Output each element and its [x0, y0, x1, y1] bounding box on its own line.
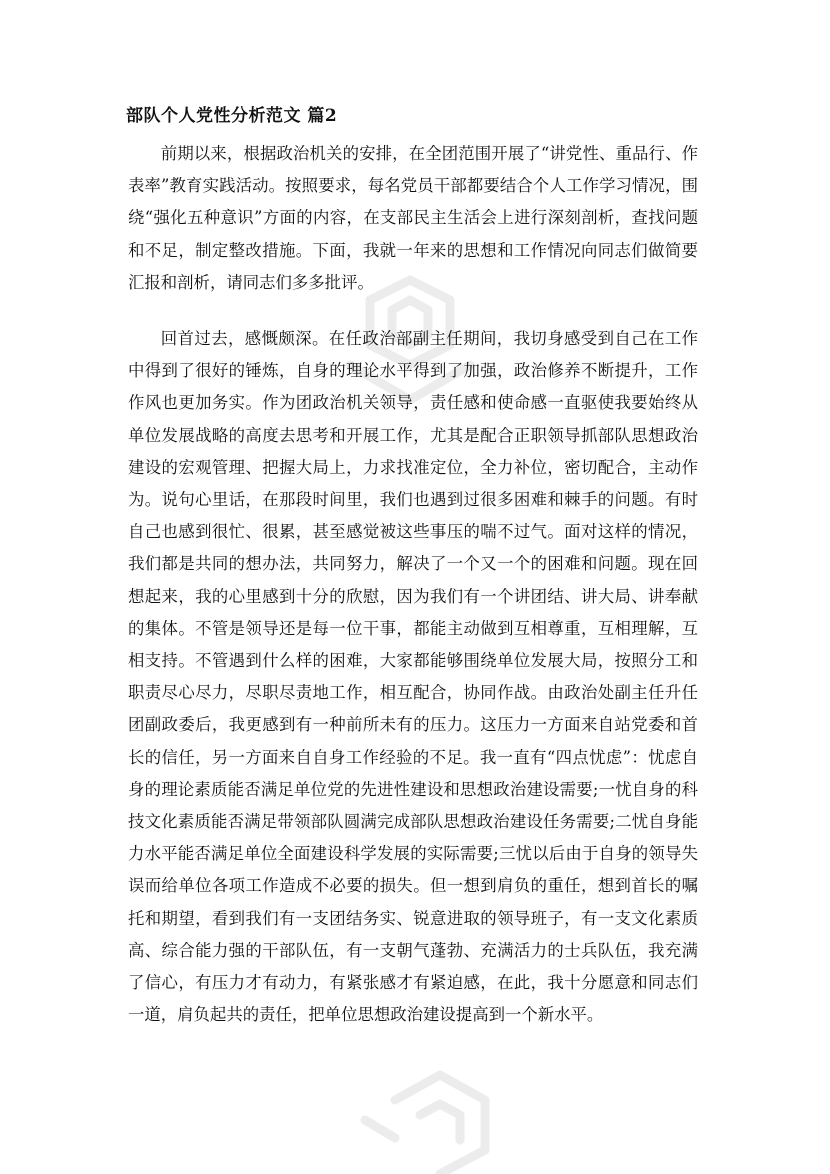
document-title: 部队个人党性分析范文 篇2: [126, 106, 338, 126]
watermark-logo-icon: [355, 1060, 525, 1174]
paragraph-intro: 前期以来，根据政治机关的安排，在全团范围开展了“讲党性、重品行、作表率”教育实践活动。按照要求，每名党员干部都要结合个人工作学习情况，围绕“强化五种意识”方面的内容，在支部民主生活会上进行深刻剖析，查找问题和不足，制定整改措施。下面，我就一年来的思想和工作情况向同志们做简要汇报和剖析，请同志们多多批评。: [128, 144, 698, 292]
paragraph-review: 回首过去，感慨颇深。在任政治部副主任期间，我切身感受到自己在工作中得到了很好的锤炼，自身的理论水平得到了加强，政治修养不断提升，工作作风也更加务实。作为团政治机关领导，责任感和使命感一直驱使我要始终从单位发展战略的高度去思考和开展工作，尤其是配合正职领导抓部队思想政治建设的宏观管理、把握大局上，力求找准定位，全力补位，密切配合，主动作为。说句心里话，在那段时间里，我们也遇到过很多困难和棘手的问题。有时自己也感到很忙、很累，甚至感觉被这些事压的喘不过气。面对这样的情况，我们都是共同的想办法，共同努力，解决了一个又一个的困难和问题。现在回想起来，我的心里感到十分的欣慰，因为我们有一个讲团结、讲大局、讲奉献的集体。不管是领导还是每一位干事，都能主动做到互相尊重，互相理解，互相支持。不管遇到什么样的困难，大家都能够围绕单位发展大局，按照分工和职责尽心尽力，尽职尽责地工作，相互配合，协同作战。由政治处副主任升任团副政委后，我更感到有一种前所未有的压力。这压力一方面来自站党委和首长的信任，另一方面来自自身工作经验的不足。我一直有“四点忧虑”：忧虑自身的理论素质能否满足单位党的先进性建设和思想政治建设需要;一忧自身的科技文化素质能否满足带领部队圆满完成部队思想政治建设任务需要;二忧自身能力水平能否满足单位全面建设科学发展的实际需要;三忧以后由于自身的领导失误而给单位各项工作造成不必要的损失。但一想到肩负的重任，想到首长的嘱托和期望，看到我们有一支团结务实、锐意进取的领导班子，有一支文化素质高、综合能力强的干部队伍，有一支朝气蓬勃、充满活力的士兵队伍，我充满了信心，有压力才有动力，有紧张感才有紧迫感，在此，我十分愿意和同志们一道，肩负起共的责任，把单位思想政治建设提高到一个新水平。: [128, 329, 698, 1025]
